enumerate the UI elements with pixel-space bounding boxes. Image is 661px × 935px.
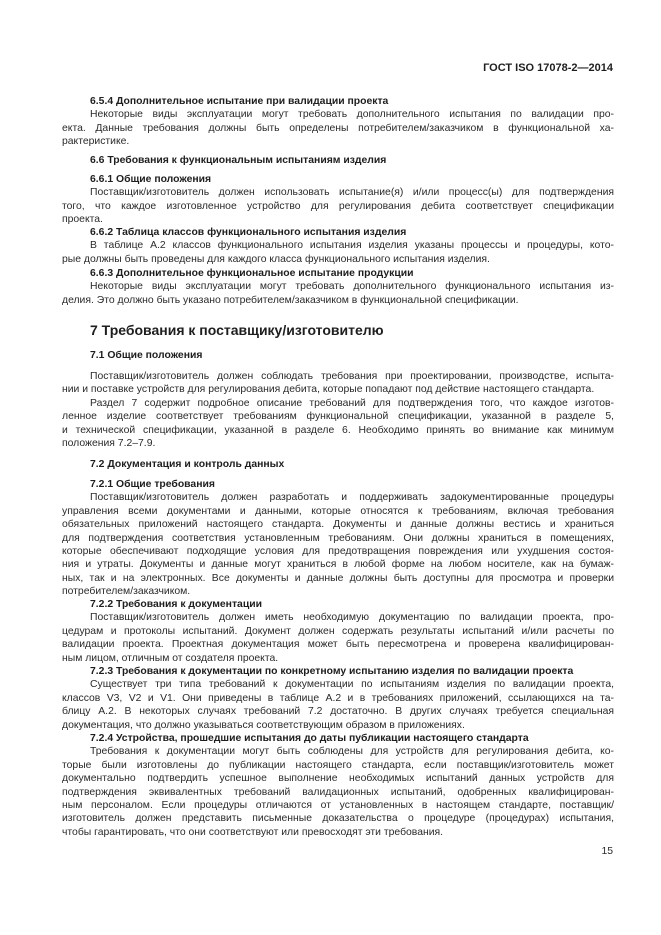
text-line: Поставщик/изготовитель должен иметь необходимую документацию по валидации проекта, про- bbox=[90, 612, 614, 624]
section-7 bbox=[62, 322, 614, 338]
section-heading: 7.2.3 Требования к документации по конкретному испытанию изделия по валидации проекта bbox=[90, 666, 574, 677]
text-line: рые должны быть проведены для каждого класса функционального испытания изделия. bbox=[62, 253, 490, 265]
section-7-1 bbox=[62, 349, 614, 362]
section-heading: 7.2.4 Устройства, прошедшие испытания до даты публикации настоящего стандарта bbox=[90, 733, 529, 744]
text-line: ным персоналом. Если процедуры отличаются от установленных в настоящем стандарте, поставщик/ bbox=[62, 799, 614, 811]
section-7-1-para-2 bbox=[62, 397, 614, 451]
section-7-1-para-1 bbox=[62, 370, 614, 397]
text-line: нии и поставке устройств для регулирования дебита, которые попадают под действие настоящего стандарта. bbox=[62, 384, 595, 396]
text-line: проекта. bbox=[62, 214, 103, 226]
text-line: блицу А.2. В некоторых случаях требований 7.2 достаточно. В других случаях требуется специальная bbox=[62, 706, 614, 718]
section-heading: 7.2.2 Требования к документации bbox=[90, 599, 262, 610]
page-number: 15 bbox=[601, 846, 613, 857]
text-line: чтобы гарантировать, что они соответствуют или превосходят эти требования. bbox=[62, 826, 444, 838]
section-heading: 6.6.2 Таблица классов функционального испытания изделия bbox=[90, 227, 407, 238]
section-heading: 6.5.4 Дополнительное испытание при валидации проекта bbox=[90, 96, 389, 107]
section-6-5-4 bbox=[62, 95, 614, 149]
text-line: классов V3, V2 и V1. Они приведены в таблице А.2 и в требованиях приложений, ссылающихся на та- bbox=[62, 692, 614, 704]
section-heading: 6.6.1 Общие положения bbox=[90, 174, 212, 185]
section-6-6-3 bbox=[62, 267, 614, 307]
text-line: которые обеспечивают подходящие условия для предотвращения повреждения или ухудшения состоя- bbox=[62, 545, 614, 557]
text-line: подтверждения эквивалентных требований валидационных испытаний, одобренных квалифицирован- bbox=[62, 786, 614, 798]
section-7-2-3 bbox=[62, 665, 614, 732]
section-6-6 bbox=[62, 154, 614, 167]
text-line: управления всеми документами и данными, которые относятся к требованиям, включая требования bbox=[62, 505, 614, 517]
text-line: для подтверждения соответствия установленным требованиям. Они должны храниться в помещениях, bbox=[62, 532, 614, 544]
section-heading: 7 Требования к поставщику/изготовителю bbox=[90, 322, 384, 338]
text-line: Поставщик/изготовитель должен соблюдать требования при проектировании, производстве, испыта- bbox=[90, 371, 614, 382]
text-line: и технической спецификации, указанной в разделе 6. Необходимо принять во внимание как минимум bbox=[62, 424, 614, 436]
section-heading: 6.6.3 Дополнительное функциональное испытание продукции bbox=[90, 268, 414, 279]
section-heading: 7.2.1 Общие требования bbox=[90, 479, 215, 490]
text-line: Поставщик/изготовитель должен разработать и поддерживать задокументированные процедуры bbox=[90, 492, 614, 504]
text-line: рактеристике. bbox=[62, 136, 130, 148]
text-line: документально подтвердить успешное выполнение необходимых испытаний данных устройств для bbox=[62, 773, 614, 785]
section-7-2-2 bbox=[62, 598, 614, 665]
text-line: екта. Данные требования должны быть определены потребителем/заказчиком в функциональной ха- bbox=[62, 122, 614, 134]
section-7-2-4 bbox=[62, 732, 614, 839]
text-line: изготовитель должен представить письменные доказательства о процедуре (процедурах) испытания, bbox=[62, 813, 614, 825]
text-line: обязательных приложений настоящего стандарта. Документы и данные должны вестись и храниться bbox=[62, 519, 614, 531]
text-line: Некоторые виды эксплуатации могут требовать дополнительного испытания по валидации про- bbox=[90, 109, 614, 121]
text-line: Поставщик/изготовитель должен использовать испытание(я) и/или процесс(ы) для подтверждения bbox=[90, 187, 614, 199]
text-line: валидации проекта. Проектная документация может быть пересмотрена и проверена квалифицирован- bbox=[62, 639, 614, 651]
text-line: торые были изготовлены до публикации настоящего стандарта, если поставщик/изготовитель может bbox=[62, 759, 614, 771]
section-6-6-2 bbox=[62, 226, 614, 266]
text-line: Некоторые виды эксплуатации могут требовать дополнительного функционального испытания из- bbox=[90, 281, 614, 293]
text-line: Существует три типа требований к документации по испытаниям изделия по валидации проекта, bbox=[90, 679, 614, 691]
text-line: ленное изделие соответствует требованиям функциональной спецификации, указанной в разделе 5, bbox=[62, 411, 614, 423]
text-line: В таблице А.2 классов функционального испытания изделия указаны процессы и процедуры, кото- bbox=[90, 240, 614, 252]
section-heading: 7.1 Общие положения bbox=[90, 350, 203, 361]
text-line: положения 7.2–7.9. bbox=[62, 438, 156, 450]
text-line: ных, так и на электронных. Все документы и данные должны быть доступны для просмотра и проверки bbox=[62, 572, 614, 584]
text-line: делия. Это должно быть указано потребителем/заказчиком в функциональной спецификации. bbox=[62, 294, 519, 306]
text-line: цедурам и протоколы испытаний. Документ должен содержать результаты испытаний и/или расчеты по bbox=[62, 625, 614, 637]
text-line: ным лицом, отличным от создателя проекта. bbox=[62, 652, 279, 664]
document-header: ГОСТ ISO 17078-2—2014 bbox=[483, 62, 613, 74]
section-6-6-1 bbox=[62, 173, 614, 227]
section-7-2 bbox=[62, 458, 614, 471]
text-line: того, что каждое изготовленное устройство для регулирования дебита соответствует спецификации bbox=[62, 200, 614, 212]
text-line: потребителем/заказчиком. bbox=[62, 586, 191, 598]
section-heading: 7.2 Документация и контроль данных bbox=[90, 459, 285, 470]
text-line: Требования к документации могут быть соблюдены для устройств для регулирования дебита, ко- bbox=[90, 746, 614, 758]
text-line: документация, что должно указываться соответствующим образом в приложениях. bbox=[62, 719, 465, 731]
section-heading: 6.6 Требования к функциональным испытаниям изделия bbox=[90, 155, 387, 166]
text-line: ния и утраты. Документы и данные могут храниться в любой форме на любом носителе, как на бумаж- bbox=[62, 559, 614, 571]
text-line: Раздел 7 содержит подробное описание требований для подтверждения того, что каждое изготов- bbox=[90, 398, 614, 409]
section-7-2-1 bbox=[62, 478, 614, 599]
